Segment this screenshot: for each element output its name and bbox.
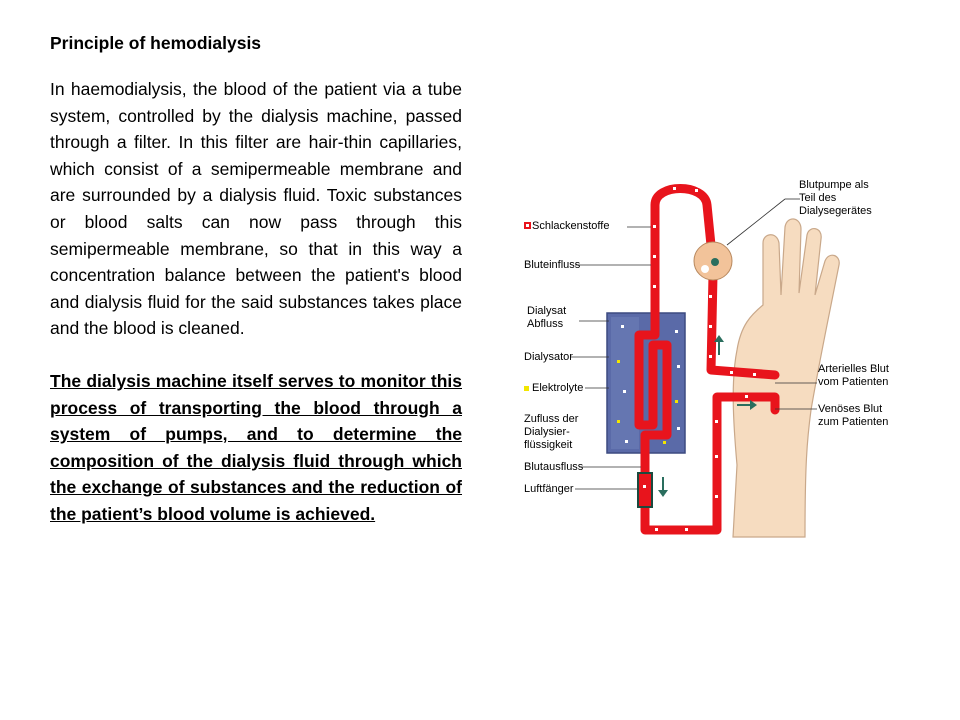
label-dialysat-abfluss: Dialysat Abfluss — [527, 305, 567, 330]
label-dialysator: Dialysator — [524, 351, 573, 363]
label-venoeses-blut: Venöses Blut zum Patienten — [818, 403, 889, 428]
label-luftfaenger: Luftfänger — [524, 483, 574, 495]
label-bluteinfluss: Bluteinfluss — [524, 259, 581, 271]
slide-title: Principle of hemodialysis — [50, 33, 262, 53]
elektrolyte-marker — [524, 386, 529, 391]
text-column — [50, 30, 462, 528]
label-blutausfluss: Blutausfluss — [524, 461, 584, 473]
label-zufluss: Zufluss der Dialysier- flüssigkeit — [524, 413, 579, 451]
paragraph-machine: The dialysis machine itself serves to monitor this process of transporting the blood through a system of pumps, and to determine the composition of the dialysis fluid through which the exchange of substances and the reduction of the patient’s blood volume is achieved. — [50, 370, 462, 524]
label-arterielles-blut: Arterielles Blut vom Patienten — [818, 363, 889, 388]
label-schlackenstoffe: Schlackenstoffe — [532, 220, 610, 232]
hemodialysis-diagram — [505, 165, 925, 545]
label-elektrolyte: Elektrolyte — [532, 382, 584, 394]
label-blutpumpe: Blutpumpe als Teil des Dialysegerätes — [799, 179, 872, 217]
paragraph-description: In haemodialysis, the blood of the patient via a tube system, controlled by the dialysis machine, passed through a filter. In this filter are hair-thin capillaries, which consist of a semipermeable membrane and are surrounded by a dialysis fluid. Toxic substances or blood salts can now pass through this semipermeable membrane, so that in this way a concentration balance between the patient's blood and dialysis fluid for the said substances takes place and the blood is cleaned. — [50, 79, 462, 339]
air-trap — [638, 473, 652, 507]
